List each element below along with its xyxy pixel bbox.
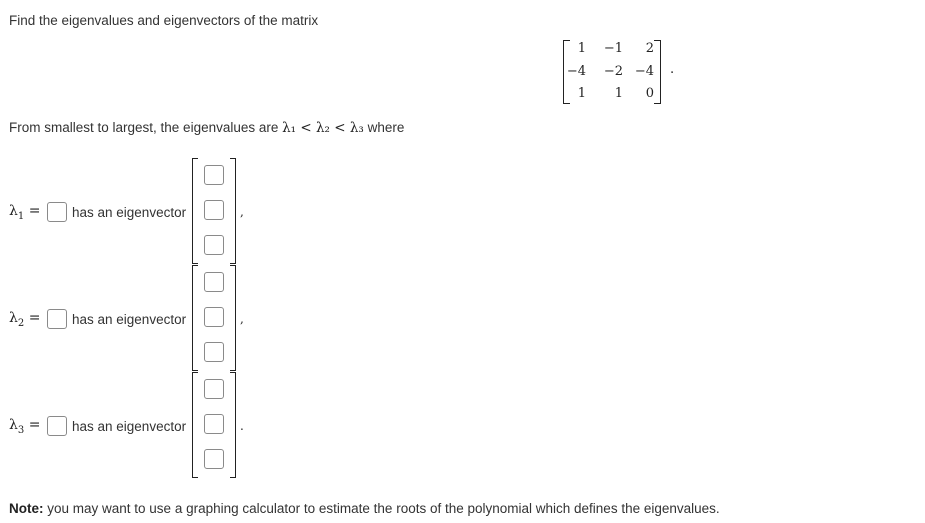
intro-text	[9, 120, 404, 136]
vector-2-left-bracket	[192, 265, 198, 371]
note-text	[9, 501, 720, 517]
vector-3-punct: .	[240, 419, 244, 433]
matrix-cell: −4	[634, 64, 654, 79]
matrix	[563, 40, 667, 104]
matrix-cell: 1	[577, 41, 586, 56]
vector-2-entry-2-input[interactable]	[204, 307, 224, 327]
eigenvector-text: has an eigenvector	[72, 419, 187, 434]
note-body: you may want to use a graphing calculator to estimate the roots of the polynomial which defines the eigenvalues.	[43, 501, 720, 516]
vector-1-right-bracket	[230, 158, 236, 264]
lambda-3-label: $\lambda_3$ =	[9, 417, 41, 436]
matrix-period: .	[670, 62, 675, 77]
matrix-cell: 0	[645, 86, 654, 101]
eigenvalue-ordering: λ₁ < λ₂ < λ₃	[282, 120, 364, 136]
note-label: Note:	[9, 501, 44, 516]
vector-2-punct: ,	[240, 312, 244, 326]
vector-1-left-bracket	[192, 158, 198, 264]
vector-3-entry-3-input[interactable]	[204, 449, 224, 469]
vector-1-punct: ,	[240, 205, 244, 219]
matrix-cell: 1	[577, 86, 586, 101]
vector-2-right-bracket	[230, 265, 236, 371]
matrix-right-bracket	[654, 40, 661, 104]
lambda-1-label: $\lambda_1$ =	[9, 203, 41, 222]
vector-1-entry-1-input[interactable]	[204, 165, 224, 185]
vector-3-left-bracket	[192, 372, 198, 478]
intro-prefix: From smallest to largest, the eigenvalues are	[9, 120, 283, 135]
matrix-cell: −2	[603, 64, 623, 79]
matrix-cell: 1	[614, 86, 623, 101]
vector-3-right-bracket	[230, 372, 236, 478]
lambda-2-input[interactable]	[47, 309, 67, 329]
vector-2-entry-3-input[interactable]	[204, 342, 224, 362]
intro-suffix: where	[363, 120, 405, 135]
vector-2-entry-1-input[interactable]	[204, 272, 224, 292]
lambda-1-input[interactable]	[47, 202, 67, 222]
eigenvector-text: has an eigenvector	[72, 312, 187, 327]
vector-1-entry-2-input[interactable]	[204, 200, 224, 220]
vector-3-entry-1-input[interactable]	[204, 379, 224, 399]
vector-3-entry-2-input[interactable]	[204, 414, 224, 434]
matrix-cell: 2	[645, 41, 654, 56]
matrix-cell: −1	[603, 41, 623, 56]
eigenvector-text: has an eigenvector	[72, 205, 187, 220]
lambda-2-label: $\lambda_2$ =	[9, 310, 41, 329]
vector-1-entry-3-input[interactable]	[204, 235, 224, 255]
lambda-3-input[interactable]	[47, 416, 67, 436]
question-text: Find the eigenvalues and eigenvectors of the matrix	[9, 13, 319, 28]
matrix-cell: −4	[566, 64, 586, 79]
